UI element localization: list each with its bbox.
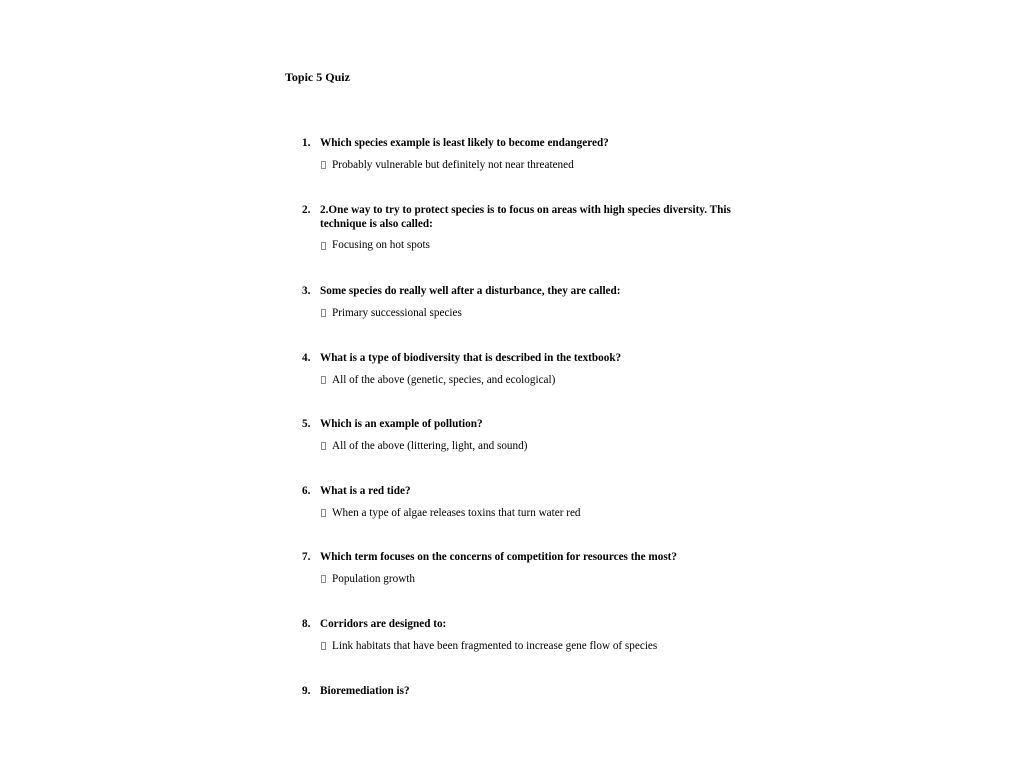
question-text: Which is an example of pollution?: [320, 418, 483, 430]
question-item: [300, 685, 760, 699]
answer-text: Link habitats that have been fragmented to increase gene flow of species: [332, 639, 658, 652]
question-number: 9.: [302, 685, 311, 697]
question-text: Some species do really well after a disturbance, they are called:: [320, 285, 621, 297]
checkbox-bullet-icon: [321, 242, 326, 250]
document-title: Topic 5 Quiz: [285, 70, 350, 84]
question-number: 1.: [302, 137, 311, 149]
question-text: What is a type of biodiversity that is described in the textbook?: [320, 352, 622, 364]
answer-line: [320, 507, 760, 520]
answer-line: [320, 374, 760, 387]
answer-line: [320, 440, 760, 453]
question-text: What is a red tide?: [320, 485, 411, 497]
checkbox-bullet-icon: [321, 575, 326, 583]
question-number: 3.: [302, 285, 311, 297]
question-heading: [300, 352, 760, 366]
question-item: [300, 352, 760, 387]
question-number: 4.: [302, 352, 311, 364]
question-text: Bioremediation is?: [320, 685, 410, 697]
answer-text: All of the above (littering, light, and sound): [332, 439, 528, 452]
answer-text: Focusing on hot spots: [332, 239, 430, 251]
answer-line: [320, 573, 760, 586]
question-number: 7.: [302, 551, 311, 563]
checkbox-bullet-icon: [321, 309, 326, 317]
answer-text: Population growth: [332, 572, 415, 585]
question-heading: [300, 137, 760, 151]
question-item: [300, 551, 760, 586]
answer-text: Probably vulnerable but definitely not near threatened: [332, 158, 574, 171]
answer-line: [320, 159, 760, 172]
question-item: [300, 285, 760, 320]
question-text: Which term focuses on the concerns of competition for resources the most?: [320, 551, 678, 563]
question-number: 2.: [302, 204, 311, 216]
checkbox-bullet-icon: [321, 642, 326, 650]
question-heading: [300, 685, 760, 699]
question-text: 2.One way to try to protect species is to focus on areas with high species diversity. This technique is also called:: [320, 204, 731, 230]
question-heading: [300, 485, 760, 499]
question-item: [300, 137, 760, 172]
answer-text: All of the above (genetic, species, and ecological): [332, 373, 556, 386]
question-item: [300, 204, 760, 252]
answer-text: Primary successional species: [332, 306, 462, 319]
question-number: 5.: [302, 418, 311, 430]
question-number: 8.: [302, 618, 311, 630]
question-item: [300, 418, 760, 453]
question-heading: [300, 418, 760, 432]
question-item: [300, 485, 760, 520]
checkbox-bullet-icon: [321, 442, 326, 450]
question-text: Which species example is least likely to become endangered?: [320, 137, 609, 149]
answer-line: [320, 640, 760, 653]
question-text: Corridors are designed to:: [320, 618, 447, 630]
answer-line: [320, 239, 760, 252]
question-number: 6.: [302, 485, 311, 497]
answer-text: When a type of algae releases toxins that turn water red: [332, 506, 581, 519]
question-heading: [300, 204, 760, 231]
checkbox-bullet-icon: [321, 376, 326, 384]
question-heading: [300, 285, 760, 299]
answer-line: [320, 307, 760, 320]
checkbox-bullet-icon: [321, 161, 326, 169]
checkbox-bullet-icon: [321, 509, 326, 517]
question-item: [300, 618, 760, 653]
question-heading: [300, 618, 760, 632]
question-heading: [300, 551, 760, 565]
